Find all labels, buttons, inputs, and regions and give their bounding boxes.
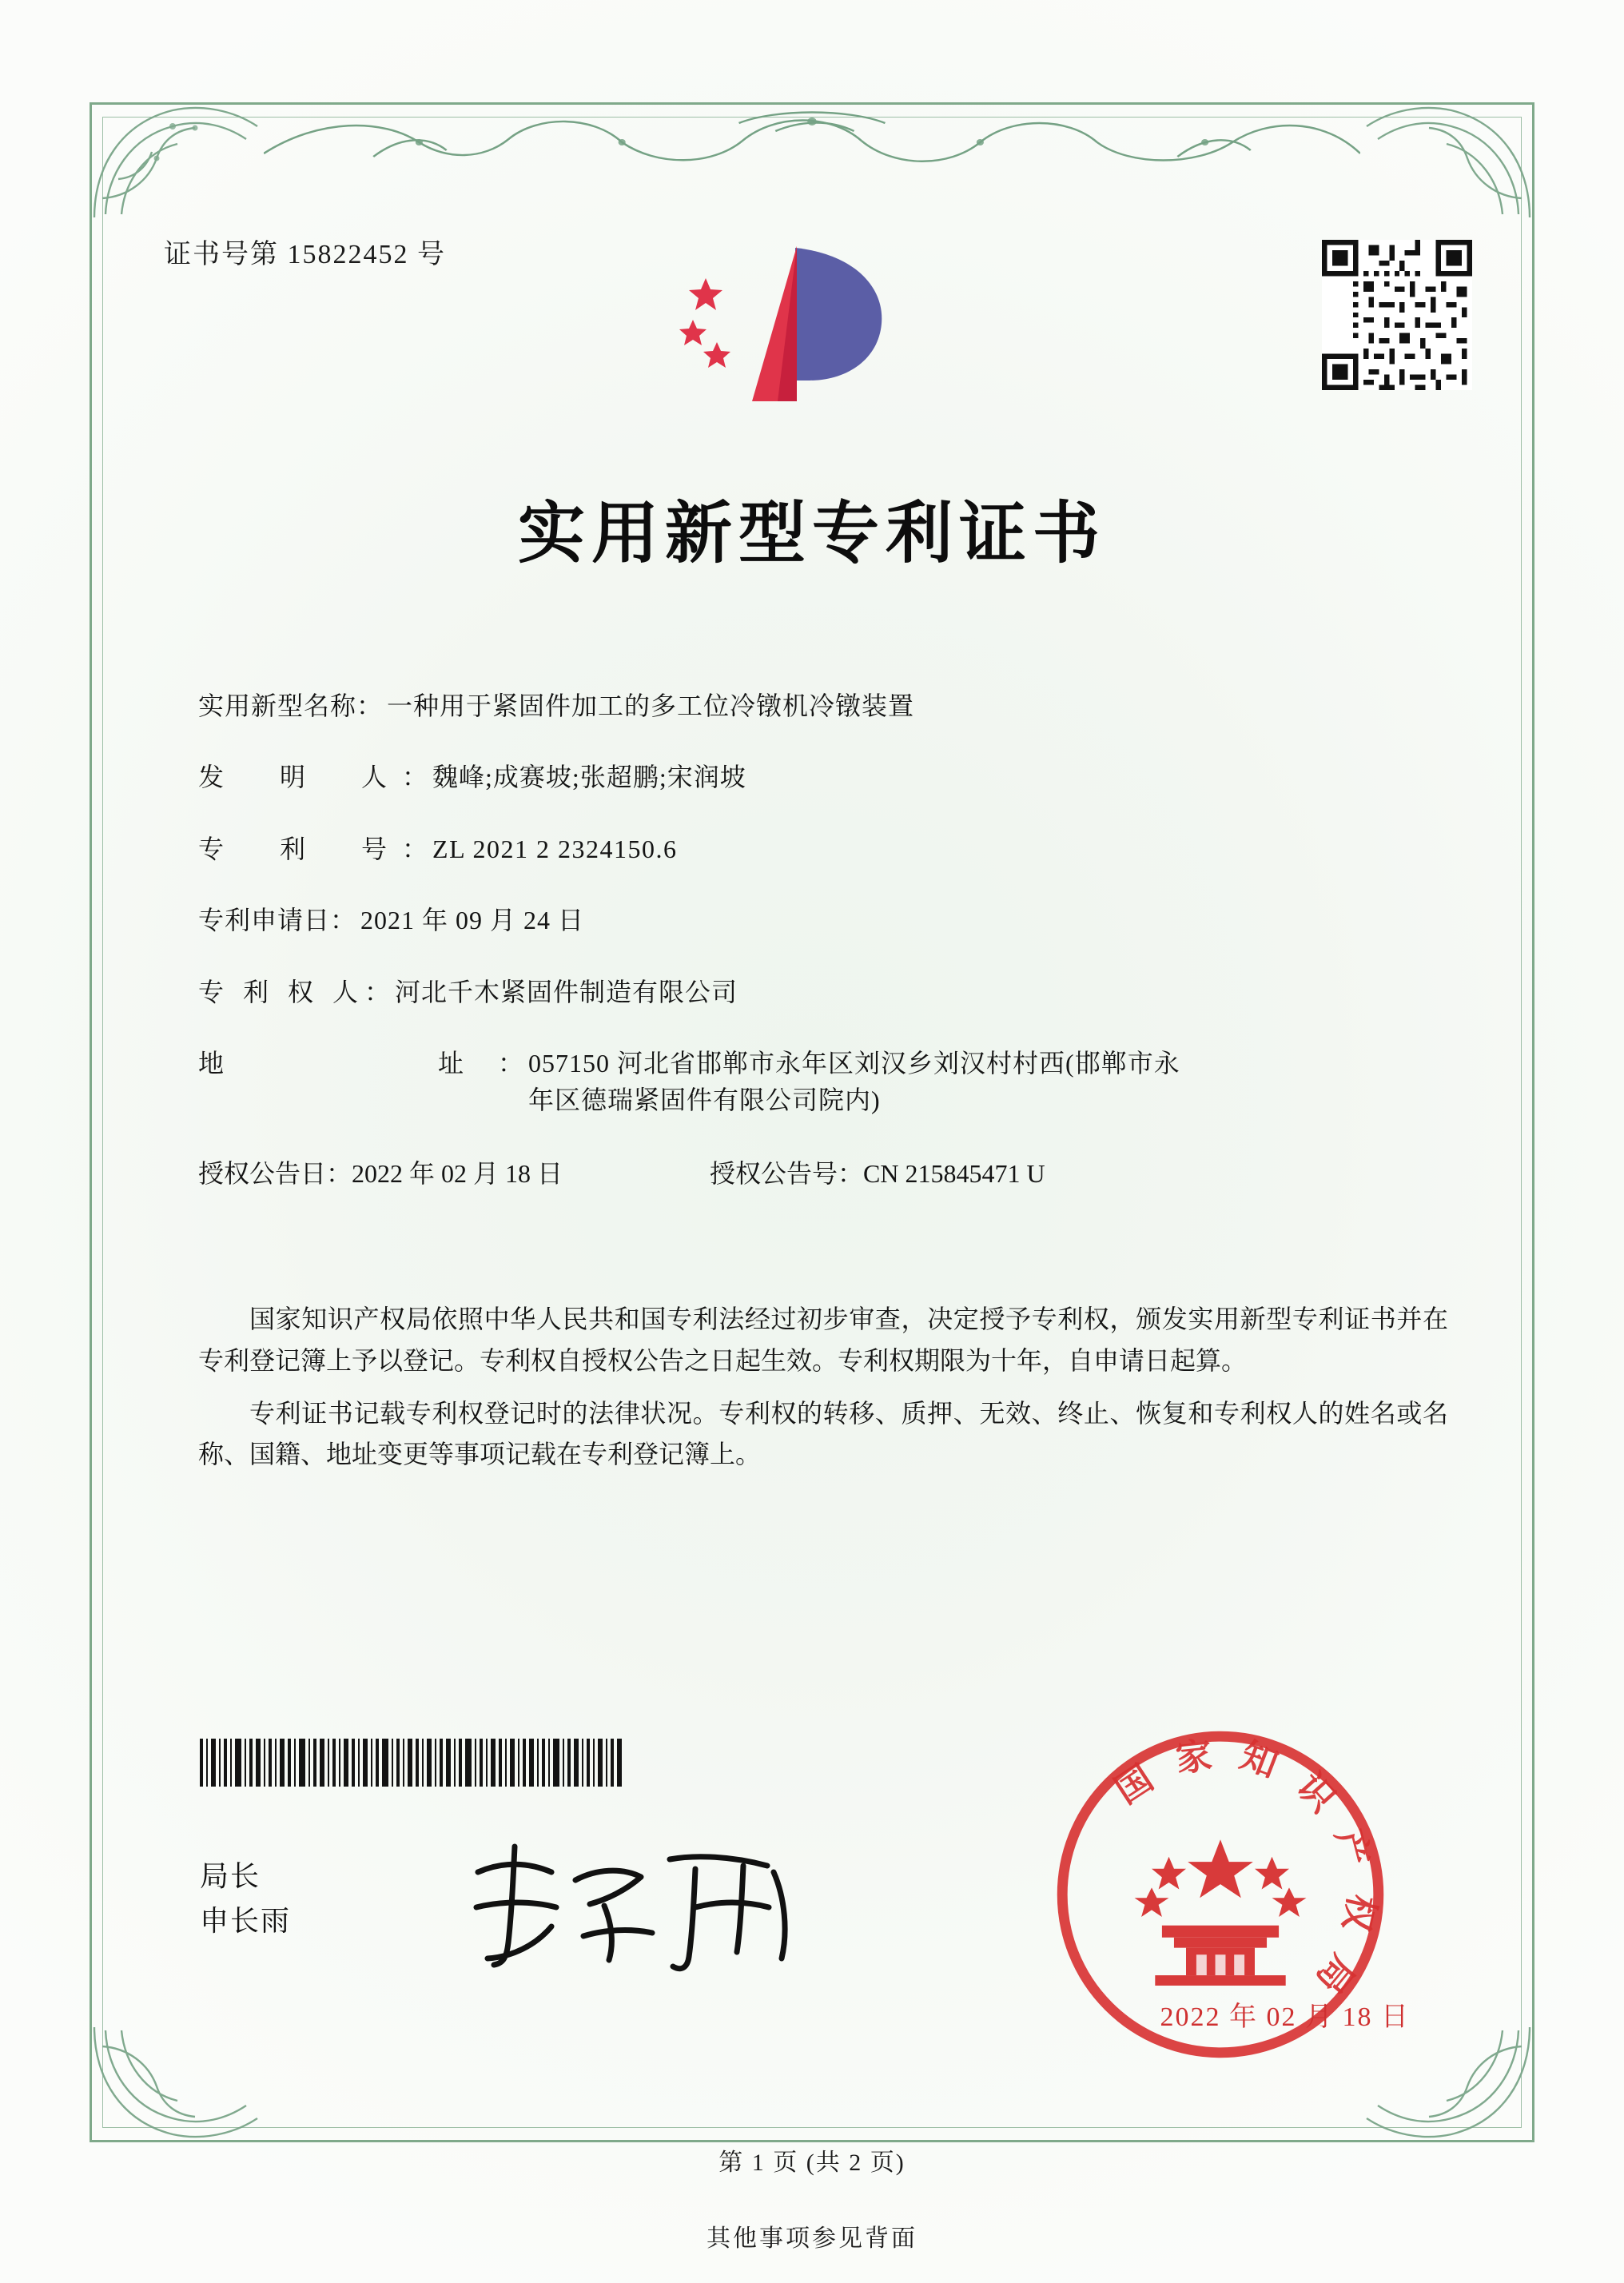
barcode-icon — [200, 1739, 623, 1787]
page-number: 第 1 页 (共 2 页) — [718, 2150, 906, 2176]
field-value: ZL 2021 2 2324150.6 — [432, 834, 678, 863]
handwritten-signature-icon — [456, 1831, 815, 1974]
field-colon: ： — [402, 763, 428, 792]
seal-date: 2022 年 02 月 18 日 — [1160, 2002, 1410, 2032]
field-colon: ： — [330, 906, 356, 935]
field-announcement-number — [710, 1153, 1045, 1190]
field-label: 专 利 号 — [198, 834, 403, 863]
director-name: 申长雨 — [200, 1904, 292, 1937]
field-colon: ： — [838, 1158, 864, 1188]
cnipa-logo-icon — [675, 232, 915, 424]
legal-paragraph-2: 专利证书记载专利权登记时的法律状况。专利权的转移、质押、无效、终止、恢复和专利权人的姓名或名称、国籍、地址变更等事项记载在专利登记簿上。 — [198, 1398, 1448, 1469]
qr-code-icon — [1322, 240, 1472, 390]
field-application-date — [198, 902, 1456, 938]
field-label: 地 址 — [198, 1048, 499, 1078]
corner-ornament-bottom-left — [90, 2022, 273, 2142]
field-value: 河北千木紧固件制造有限公司 — [395, 977, 738, 1006]
field-patent-number — [198, 831, 1456, 867]
field-label: 授权公告号 — [710, 1158, 838, 1188]
field-utility-model-name — [198, 687, 1456, 724]
field-label: 发 明 人 — [198, 763, 403, 792]
field-label: 授权公告日 — [198, 1158, 327, 1188]
field-value-line-2: 年区德瑞紧固件有限公司院内) — [528, 1086, 881, 1115]
director-signature-block — [200, 1855, 291, 1944]
director-title-label: 局长 — [200, 1860, 261, 1892]
legal-paragraph-1: 国家知识产权局依照中华人民共和国专利法经过初步审查，决定授予专利权，颁发实用新型专利证书并在专利登记簿上予以登记。专利权自授权公告之日起生效。专利权期限为十年，自申请日起算。 — [198, 1305, 1448, 1375]
field-value: 2021 年 09 月 24 日 — [360, 906, 585, 935]
footer-note: 其他事项参见背面 — [707, 2225, 917, 2252]
field-colon: ： — [364, 977, 391, 1006]
top-ornament — [264, 104, 1360, 173]
corner-ornament-top-left — [90, 102, 273, 222]
page-title: 实用新型专利证书 — [517, 493, 1106, 572]
svg-text:国家知识产权局: 国家知识产权局 — [1107, 1731, 1384, 2021]
field-label: 专利申请日 — [198, 906, 331, 935]
field-label: 专 利 权 人 — [198, 977, 365, 1006]
field-value: 2022 年 02 月 18 日 — [352, 1158, 563, 1188]
field-value: 一种用于紧固件加工的多工位冷镦机冷镦装置 — [387, 691, 915, 720]
field-list — [198, 687, 1456, 1222]
field-announcement-date — [198, 1153, 710, 1190]
field-colon: ： — [356, 691, 383, 720]
field-colon: ： — [326, 1158, 352, 1188]
field-value-line-1: 057150 河北省邯郸市永年区刘汉乡刘汉村村西(邯郸市永 — [528, 1048, 1180, 1078]
certificate-number: 证书号第 15822452 号 — [164, 240, 446, 269]
legal-text — [198, 1299, 1448, 1487]
field-value: 魏峰;成赛坡;张超鹏;宋润坡 — [432, 763, 746, 792]
field-colon: ： — [402, 834, 428, 863]
field-inventors — [198, 759, 1456, 795]
field-label: 实用新型名称 — [198, 691, 357, 720]
field-patentee — [198, 974, 1456, 1010]
corner-ornament-top-right — [1351, 102, 1534, 222]
field-value: CN 215845471 U — [863, 1158, 1045, 1188]
field-address — [198, 1045, 1456, 1119]
field-colon: ： — [498, 1048, 524, 1078]
field-value-group — [528, 1045, 1456, 1119]
field-announcement-row — [198, 1153, 1456, 1190]
